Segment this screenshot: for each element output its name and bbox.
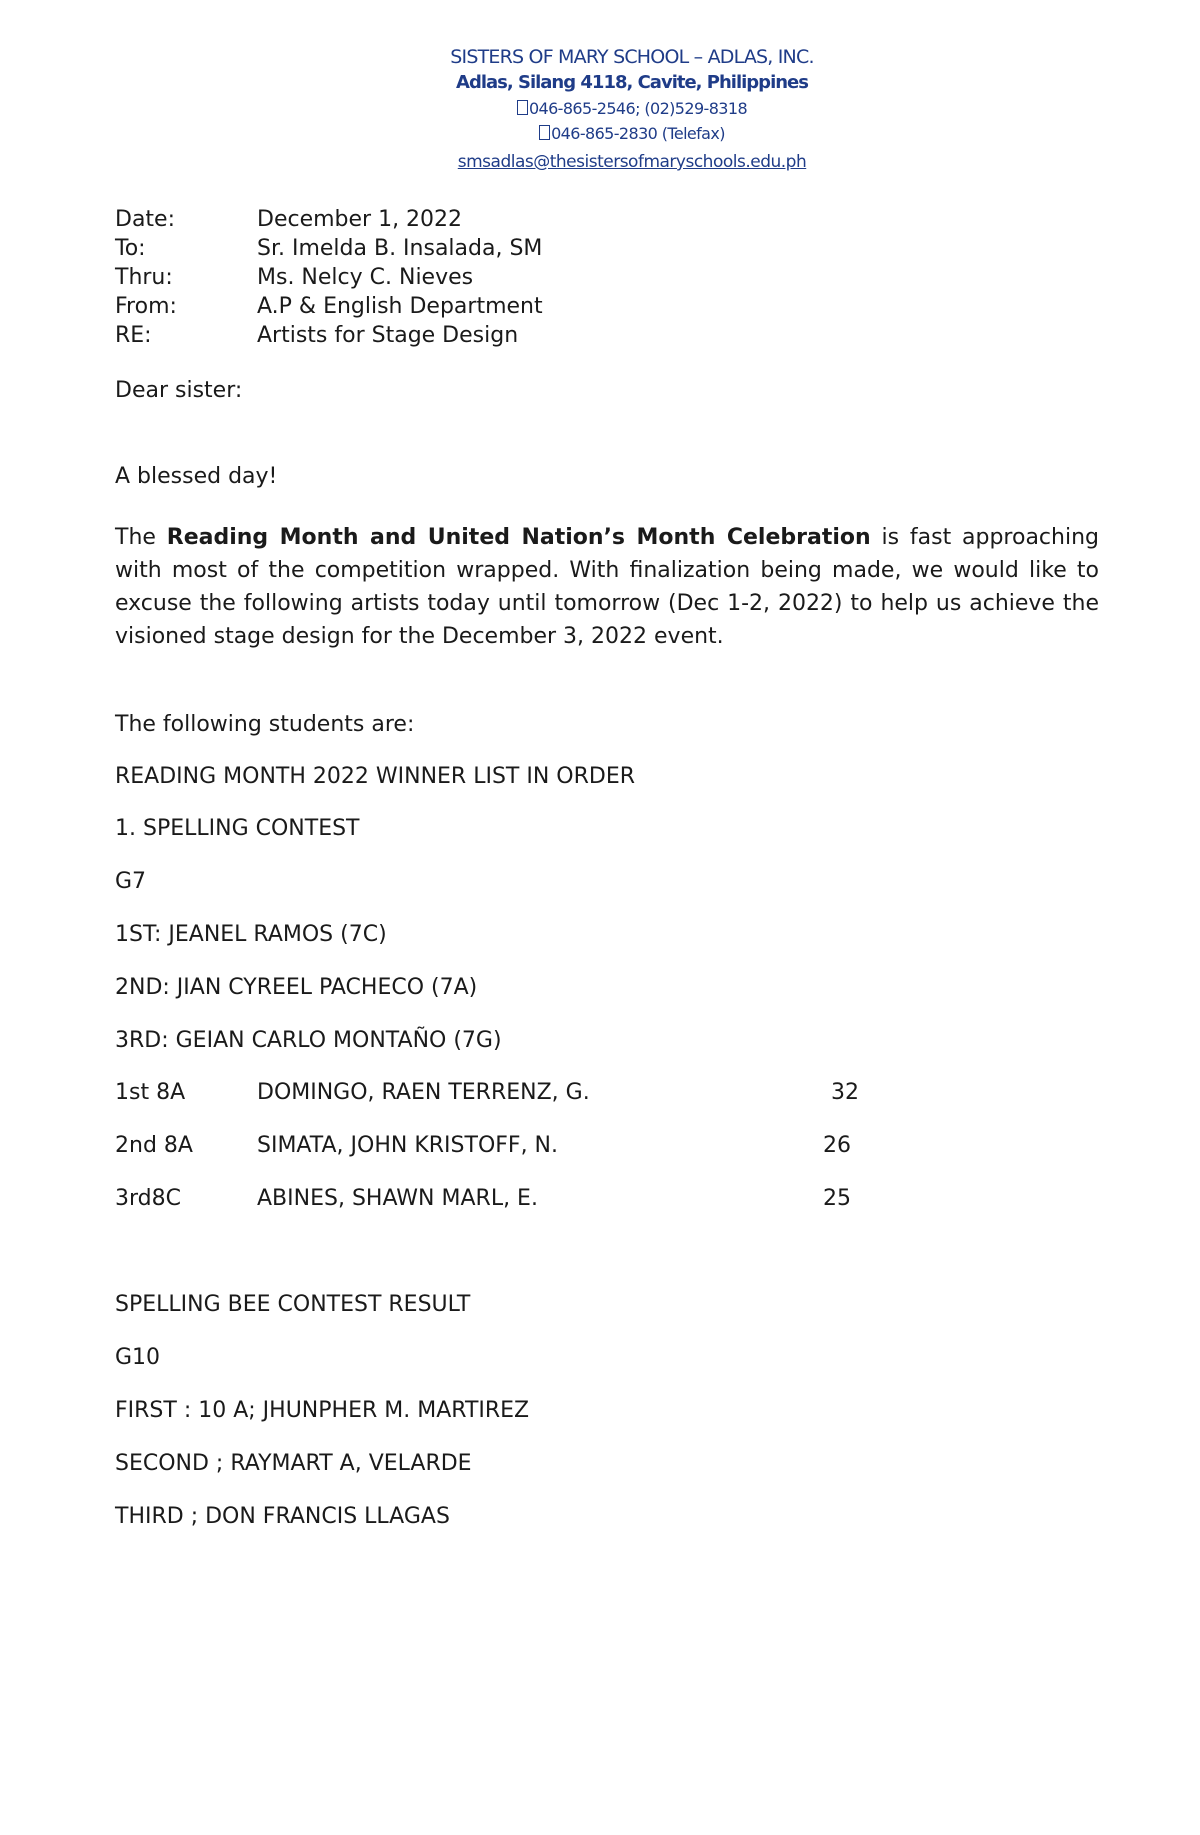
memo-row-from xyxy=(115,292,543,321)
g7-first-place: 1ST: JEANEL RAMOS (7C) xyxy=(115,922,387,947)
list-title: READING MONTH 2022 WINNER LIST IN ORDER xyxy=(115,764,636,789)
g10-first-place: FIRST : 10 A; JHUNPHER M. MARTIREZ xyxy=(115,1398,530,1423)
date-label: Date: xyxy=(115,207,175,232)
result-place: 3rd8C xyxy=(115,1186,181,1211)
g7-second-place: 2ND: JIAN CYREEL PACHECO (7A) xyxy=(115,975,478,1000)
fax-line xyxy=(0,121,1200,146)
from-label: From: xyxy=(115,294,177,319)
phone-text: 046-865-2546; (02)529-8318 xyxy=(528,99,748,118)
salutation: Dear sister: xyxy=(115,378,243,403)
memo-row-to xyxy=(115,234,543,263)
fax-text: 046-865-2830 (Telefax) xyxy=(551,124,725,143)
g7-third-place: 3RD: GEIAN CARLO MONTAÑO (7G) xyxy=(115,1028,502,1053)
memo-row-thru xyxy=(115,263,543,292)
re-value: Artists for Stage Design xyxy=(257,323,519,348)
thru-value: Ms. Nelcy C. Nieves xyxy=(257,265,474,290)
memo-row-date xyxy=(115,205,543,234)
school-address: Adlas, Silang 4118, Cavite, Philippines xyxy=(456,72,808,93)
following-students: The following students are: xyxy=(115,712,415,737)
grade-10-label: G10 xyxy=(115,1345,161,1370)
spelling-bee-title: SPELLING BEE CONTEST RESULT xyxy=(115,1292,471,1317)
phone-line xyxy=(0,96,1200,121)
result-place: 2nd 8A xyxy=(115,1133,193,1158)
thru-label: Thru: xyxy=(115,265,173,290)
memo-row-re xyxy=(115,321,543,350)
result-row xyxy=(115,1184,851,1214)
result-score: 26 xyxy=(823,1133,851,1158)
para-prefix: The xyxy=(115,525,167,550)
result-score: 32 xyxy=(831,1080,859,1105)
grade-7-label: G7 xyxy=(115,869,147,894)
to-label: To: xyxy=(115,236,146,261)
letterhead xyxy=(0,44,1200,178)
result-row xyxy=(115,1131,851,1161)
result-name: DOMINGO, RAEN TERRENZ, G. xyxy=(257,1080,590,1105)
to-value: Sr. Imelda B. Insalada, SM xyxy=(257,236,543,261)
fax-icon xyxy=(539,125,550,140)
intro-paragraph xyxy=(115,521,1099,653)
result-score: 25 xyxy=(823,1186,851,1211)
date-value: December 1, 2022 xyxy=(257,207,463,232)
email-link[interactable]: smsadlas@thesistersofmaryschools.edu.ph xyxy=(457,152,807,172)
result-name: ABINES, SHAWN MARL, E. xyxy=(257,1186,538,1211)
g10-second-place: SECOND ; RAYMART A, VELARDE xyxy=(115,1451,472,1476)
para-rest: is fast approaching with most of the competition wrapped. With finalization being made, we would like to excuse the following artists today until tomorrow (Dec 1-2, 2022) to help us achieve the visioned stage design for the December 3, 2022 event. xyxy=(115,525,1099,649)
event-name: Reading Month and United Nation’s Month Celebration xyxy=(166,525,871,550)
re-label: RE: xyxy=(115,323,152,348)
result-name: SIMATA, JOHN KRISTOFF, N. xyxy=(257,1133,559,1158)
phone-icon xyxy=(517,100,528,115)
memo-header xyxy=(115,205,543,350)
result-row xyxy=(115,1078,859,1108)
g10-third-place: THIRD ; DON FRANCIS LLAGAS xyxy=(115,1504,450,1529)
school-name: SISTERS OF MARY SCHOOL – ADLAS, INC. xyxy=(450,46,814,68)
from-value: A.P & English Department xyxy=(257,294,543,319)
result-place: 1st 8A xyxy=(115,1080,186,1105)
greeting: A blessed day! xyxy=(115,464,278,489)
contest-title: 1. SPELLING CONTEST xyxy=(115,816,360,841)
